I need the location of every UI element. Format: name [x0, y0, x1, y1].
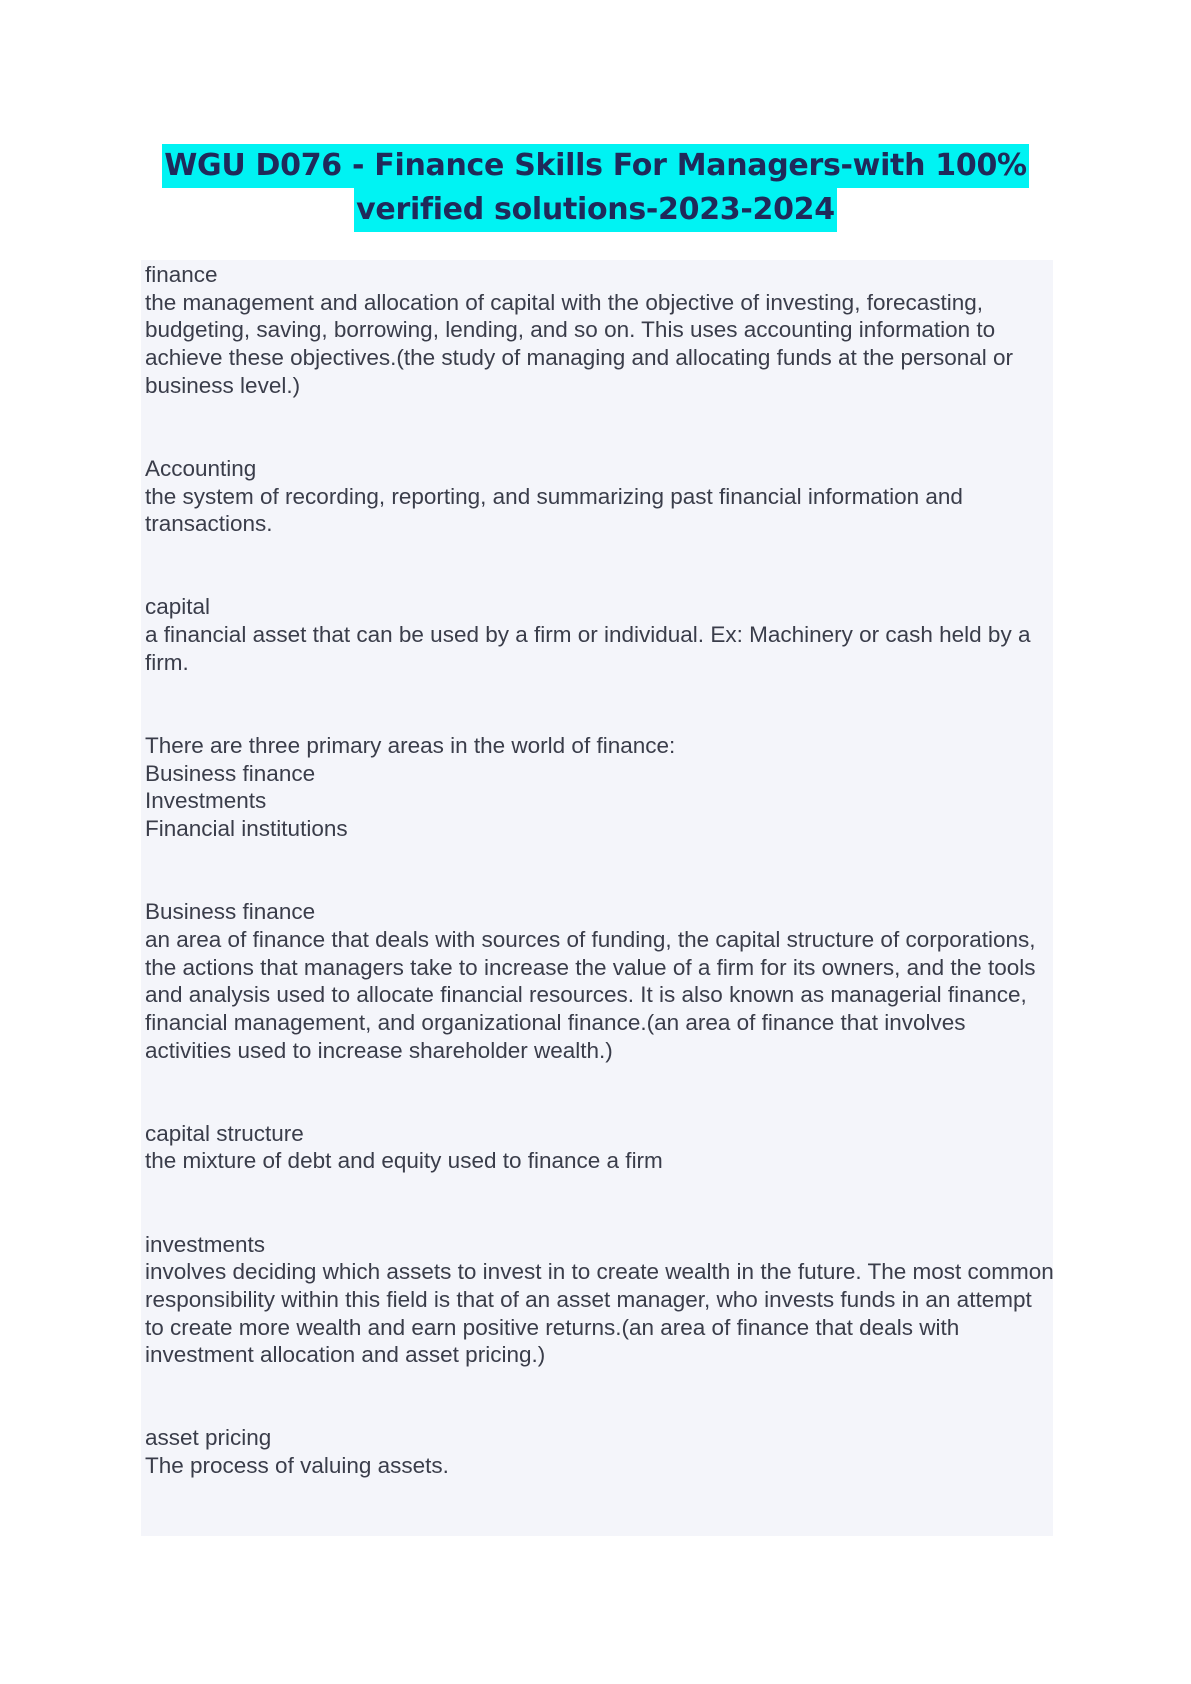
title-line-2: verified solutions-2023-2024 — [354, 188, 837, 232]
document-title — [0, 144, 1191, 232]
list-item: Financial institutions — [145, 816, 348, 842]
entry-definition: involves deciding which assets to invest in to create wealth in the future. The most common responsibility within this field is that of an asset manager, who invests funds in an attempt to create more wealth and earn positive returns.(an area of finance that deals with investment allocation and asset pricing.) — [145, 1259, 1054, 1368]
entry-term: capital structure — [145, 1120, 304, 1146]
entry-primary-areas — [145, 732, 1055, 843]
entry-term: Accounting — [145, 455, 257, 481]
entry-accounting — [145, 455, 1055, 538]
entry-capital-structure — [145, 1120, 1055, 1175]
entry-term: Business finance — [145, 899, 316, 925]
flashcard-list — [145, 261, 1055, 1535]
entry-term: investments — [145, 1231, 266, 1257]
entry-capital — [145, 593, 1055, 676]
entry-term: finance — [145, 262, 218, 287]
entry-term: asset pricing — [145, 1425, 272, 1451]
entry-definition: a financial asset that can be used by a firm or individual. Ex: Machinery or cash held by a firm. — [145, 622, 1031, 675]
list-item: Business finance — [145, 760, 316, 786]
entry-definition: the management and allocation of capital with the objective of investing, forecasting, budgeting, saving, borrowing, lending, and so on. This uses accounting information to achieve these objectives.(the study of managing and allocating funds at the personal or business level.) — [145, 289, 1014, 398]
entry-finance — [145, 261, 1055, 400]
list-item: Investments — [145, 788, 267, 814]
title-line-1: WGU D076 - Finance Skills For Managers-with 100% — [162, 144, 1029, 188]
entry-term: There are three primary areas in the world of finance: — [145, 732, 676, 758]
entry-definition: the system of recording, reporting, and summarizing past financial information and transactions. — [145, 483, 963, 537]
entry-definition: The process of valuing assets. — [145, 1453, 449, 1479]
entry-definition: the mixture of debt and equity used to finance a firm — [145, 1148, 663, 1174]
entry-business-finance — [145, 898, 1055, 1064]
entry-definition: an area of finance that deals with sources of funding, the capital structure of corporations, the actions that managers take to increase the value of a firm for its owners, and the tools and analysis used to allocate financial resources. It is also known as managerial finance, financial management, and organizational finance.(an area of finance that involves activities used to increase shareholder wealth.) — [145, 926, 1036, 1063]
entry-term: capital — [145, 594, 211, 620]
entry-asset-pricing — [145, 1424, 1055, 1479]
entry-investments — [145, 1231, 1055, 1370]
